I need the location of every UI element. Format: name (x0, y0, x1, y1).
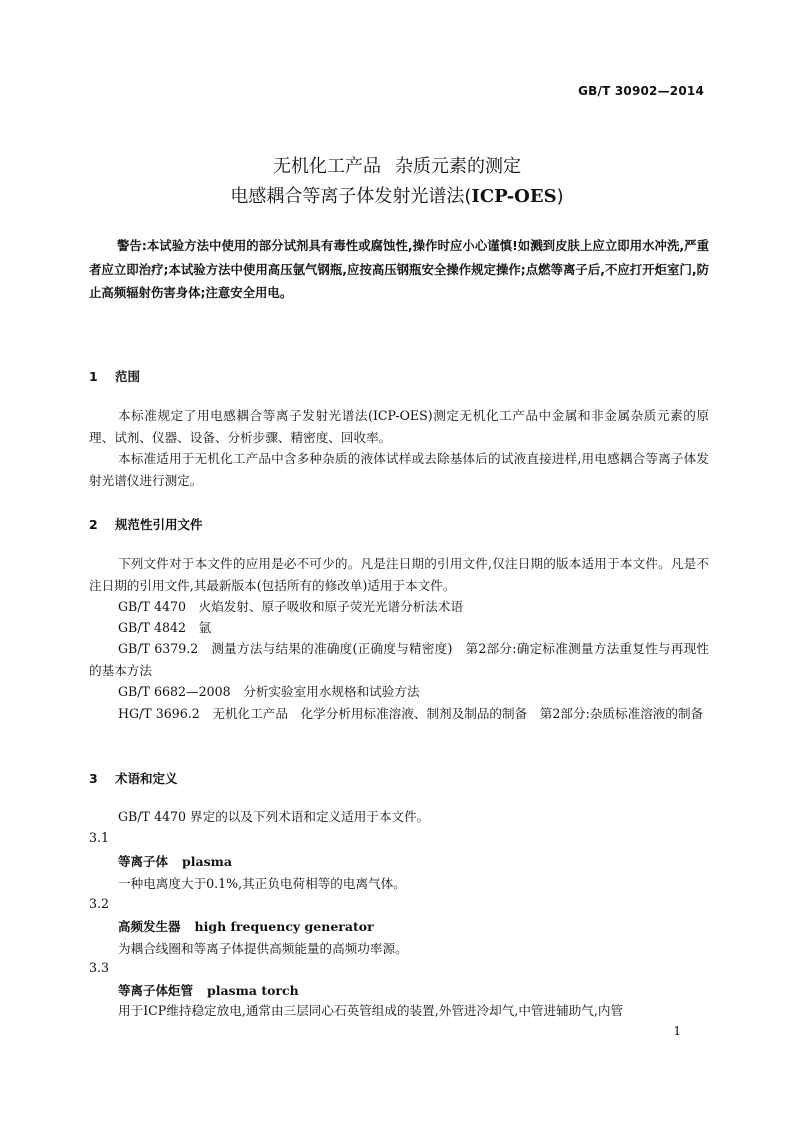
section-title: 范围 (115, 369, 141, 384)
reference-gbt-6379-2: GB/T 6379.2 测量方法与结果的准确度(正确度与精密度) 第2部分:确定标准测量方法重复性与再现性的基本方法 (89, 641, 709, 678)
warning-paragraph: 警告:本试验方法中使用的部分试剂具有毒性或腐蚀性,操作时应小心谨慎!如溅到皮肤上应立即用水冲洗,严重者应立即治疗;本试验方法中使用高压氩气钢瓶,应按高压钢瓶安全操作规定操作;点燃等离子后,不应打开炬室门,防止高频辐射伤害身体;注意安全用电。 (89, 238, 709, 300)
term-zh: 高频发生器 (118, 919, 181, 934)
term-title-plasma (118, 852, 232, 870)
section-number: 2 (89, 517, 98, 532)
term-definition: 为耦合线圈和等离子体提供高频能量的高频功率源。 (118, 941, 408, 956)
section-title: 规范性引用文件 (115, 517, 203, 532)
term-number: 3.1 (89, 830, 110, 845)
section-heading-terms-definitions (89, 769, 178, 787)
term-number: 3.2 (89, 896, 110, 911)
title-line-1-part-a: 无机化工产品 (273, 156, 381, 177)
reference-hgt-3696-2: HG/T 3696.2 无机化工产品 化学分析用标准溶液、制剂及制品的制备 第2部分:杂质标准溶液的制备 (118, 706, 704, 721)
section-number: 3 (89, 771, 98, 786)
term-en: plasma (182, 854, 232, 869)
terms-intro-paragraph: GB/T 4470 界定的以及下列术语和定义适用于本文件。 (118, 809, 430, 824)
reference-gbt-4842: GB/T 4842 氩 (118, 620, 212, 635)
title-line-1 (0, 152, 794, 182)
standard-code: GB/T 30902—2014 (578, 84, 704, 98)
title-line-2-part-c: ) (556, 186, 564, 207)
term-en: plasma torch (207, 983, 299, 998)
term-title-plasma-torch (118, 981, 299, 999)
section-heading-scope (89, 367, 140, 385)
title-line-2-abbrev: ICP-OES (471, 186, 557, 207)
term-definition: 用于ICP维持稳定放电,通常由三层同心石英管组成的装置,外管进冷却气,中管进辅助气,内管 (118, 1003, 624, 1018)
reference-gbt-6682: GB/T 6682—2008 分析实验室用水规格和试验方法 (118, 684, 420, 699)
document-title (0, 152, 794, 212)
term-number: 3.3 (89, 960, 110, 975)
term-zh: 等离子体 (118, 854, 169, 869)
title-line-2-part-a: 电感耦合等离子体发射光谱法( (230, 186, 472, 207)
section-number: 1 (89, 369, 98, 384)
section-heading-normative-references (89, 515, 203, 533)
term-definition: 一种电离度大于0.1%,其正负电荷相等的电离气体。 (118, 876, 406, 891)
title-line-2 (0, 182, 794, 212)
reference-gbt-4470: GB/T 4470 火焰发射、原子吸收和原子荧光光谱分析法术语 (118, 599, 464, 614)
scope-paragraph-2: 本标准适用于无机化工产品中含多种杂质的液体试样或去除基体后的试液直接进样,用电感耦合等离子体发射光谱仪进行测定。 (89, 451, 709, 488)
references-intro-paragraph: 下列文件对于本文件的应用是必不可少的。凡是注日期的引用文件,仅注日期的版本适用于本文件。凡是不注日期的引用文件,其最新版本(包括所有的修改单)适用于本文件。 (89, 556, 709, 593)
section-title: 术语和定义 (115, 771, 178, 786)
term-en: high frequency generator (194, 919, 374, 934)
term-title-high-frequency-generator (118, 917, 374, 935)
page-number: 1 (673, 1024, 681, 1038)
scope-paragraph-1: 本标准规定了用电感耦合等离子发射光谱法(ICP-OES)测定无机化工产品中金属和非金属杂质元素的原理、试剂、仪器、设备、分析步骤、精密度、回收率。 (89, 408, 709, 445)
title-line-1-part-b: 杂质元素的测定 (395, 156, 521, 177)
term-zh: 等离子体炬管 (118, 983, 194, 998)
